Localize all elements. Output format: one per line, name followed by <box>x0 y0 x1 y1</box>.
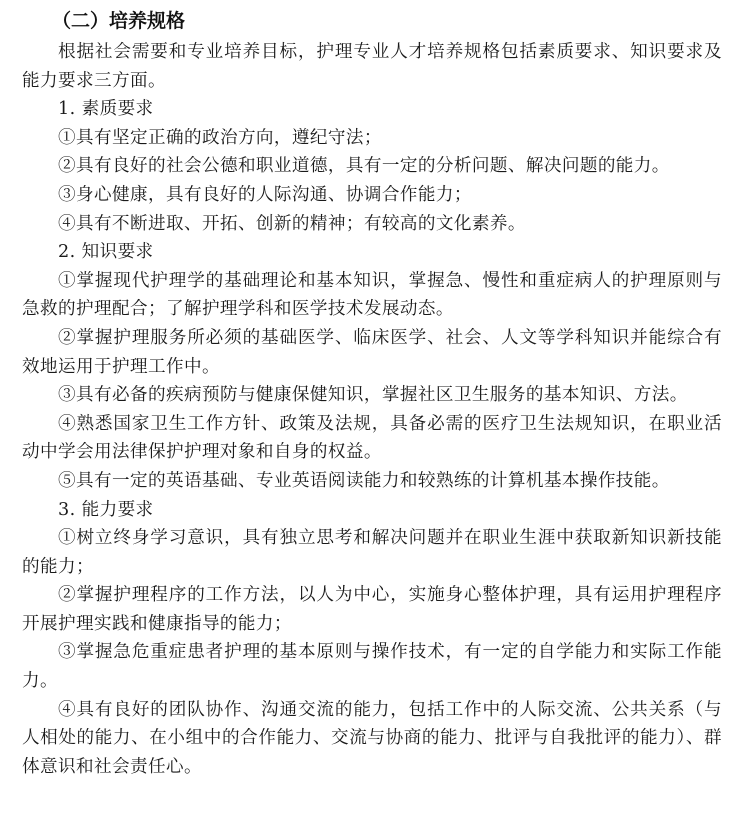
ability-item: ④具有良好的团队协作、沟通交流的能力，包括工作中的人际交流、公共关系（与人相处的能力、在小组中的合作能力、交流与协商的能力、批评与自我批评的能力）、群体意识和社会责任心。 <box>22 699 722 777</box>
knowledge-item: ⑤具有一定的英语基础、专业英语阅读能力和较熟练的计算机基本操作技能。 <box>58 470 670 491</box>
quality-item: ③身心健康，具有良好的人际沟通、协调合作能力； <box>58 184 472 205</box>
quality-item: ②具有良好的社会公德和职业道德，具有一定的分析问题、解决问题的能力。 <box>58 156 670 177</box>
ability-item: ③掌握急危重症患者护理的基本原则与操作技术，有一定的自学能力和实际工作能力。 <box>22 642 722 692</box>
knowledge-item: ①掌握现代护理学的基础理论和基本知识，掌握急、慢性和重症病人的护理原则与急救的护理配合；了解护理学科和医学技术发展动态。 <box>22 270 722 320</box>
knowledge-item: ③具有必备的疾病预防与健康保健知识，掌握社区卫生服务的基本知识、方法。 <box>58 385 688 406</box>
quality-item: ④具有不断进取、开拓、创新的精神；有较高的文化素养。 <box>58 213 526 234</box>
knowledge-item: ④熟悉国家卫生工作方针、政策及法规，具备必需的医疗卫生法规知识，在职业活动中学会用法律保护护理对象和自身的权益。 <box>22 413 722 463</box>
intro-paragraph: 根据社会需要和专业培养目标，护理专业人才培养规格包括素质要求、知识要求及能力要求三方面。 <box>22 42 722 91</box>
section-title: （二）培养规格 <box>52 10 186 32</box>
quality-heading: 1. 素质要求 <box>58 99 154 120</box>
knowledge-heading: 2. 知识要求 <box>58 242 154 263</box>
quality-item: ①具有坚定正确的政治方向，遵纪守法； <box>58 127 382 148</box>
document-body <box>22 38 722 781</box>
ability-item: ②掌握护理程序的工作方法，以人为中心，实施身心整体护理，具有运用护理程序开展护理实践和健康指导的能力； <box>22 585 722 634</box>
ability-heading: 3. 能力要求 <box>58 499 154 520</box>
ability-item: ①树立终身学习意识，具有独立思考和解决问题并在职业生涯中获取新知识新技能的能力； <box>22 528 722 577</box>
knowledge-item: ②掌握护理服务所必须的基础医学、临床医学、社会、人文等学科知识并能综合有效地运用于护理工作中。 <box>22 327 722 377</box>
